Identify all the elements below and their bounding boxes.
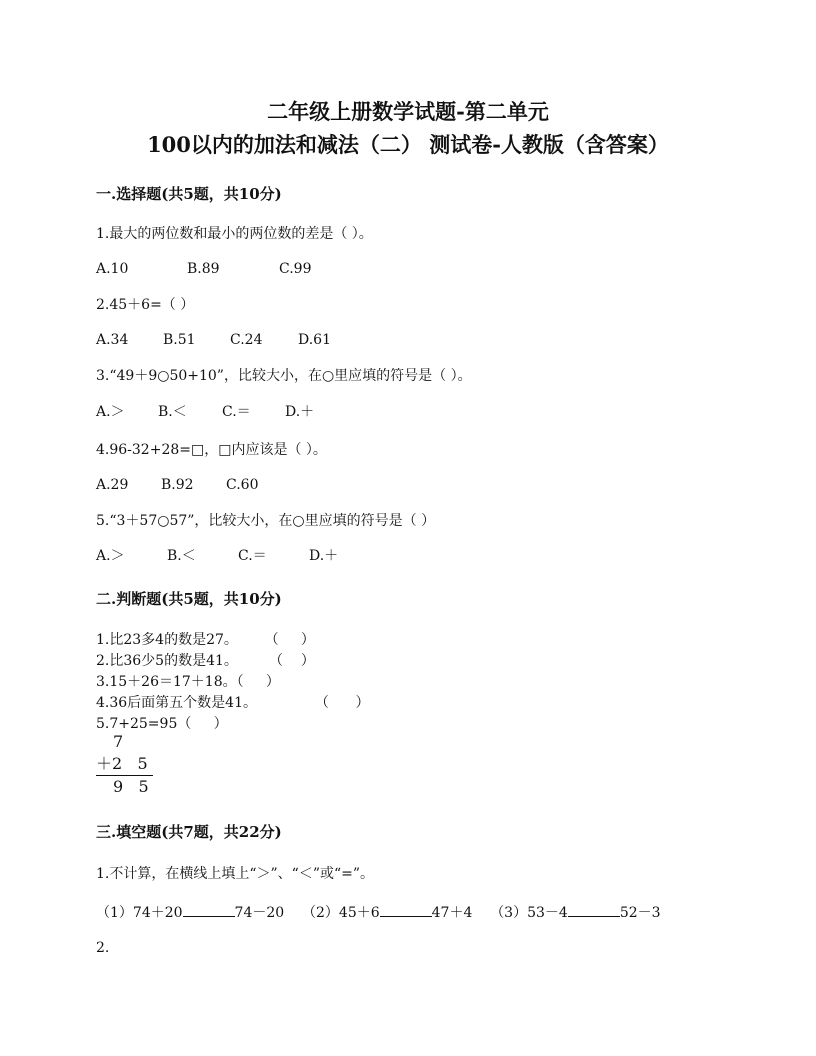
- judge-item-3: 3.15＋26＝17＋18。（ ）: [96, 674, 280, 690]
- judge-item-4: 4.36后面第五个数是41。 （ ）: [96, 695, 370, 711]
- option-1-5-c: C.＝: [238, 548, 267, 564]
- option-1-2-c: C.24: [230, 332, 263, 348]
- question-1-3: 3.“49＋9○50+10”，比较大小，在○里应填的符号是（ ）。: [96, 368, 472, 384]
- judge-item-1: 1.比23多4的数是27。 （ ）: [96, 632, 315, 648]
- question-1-5: 5.“3＋57○57”，比较大小，在○里应填的符号是（ ）: [96, 513, 436, 529]
- fill-1-right: 74－20: [234, 905, 285, 921]
- fill-row: [96, 902, 661, 923]
- option-1-1-c: C.99: [279, 261, 312, 277]
- option-1-5-d: D.＋: [309, 548, 339, 564]
- option-1-3-c: C.＝: [222, 404, 251, 420]
- option-1-4-b: B.92: [161, 477, 194, 493]
- vertical-calc-result: 9 5: [113, 777, 149, 796]
- option-1-5-a: A.＞: [96, 548, 125, 564]
- option-1-2-b: B.51: [163, 332, 196, 348]
- fill-3-blank[interactable]: [568, 902, 620, 917]
- section-3-heading: 三.填空题(共7题，共22分): [96, 823, 282, 841]
- question-1-2: 2.45＋6=（ ）: [96, 297, 195, 313]
- option-1-1-b: B.89: [187, 261, 220, 277]
- title-line-2: 100以内的加法和减法（二） 测试卷-人教版（含答案）: [147, 132, 669, 157]
- judge-item-5: 5.7+25=95（ ）: [96, 716, 228, 732]
- option-1-4-c: C.60: [226, 477, 259, 493]
- option-1-3-d: D.＋: [285, 404, 315, 420]
- option-1-2-d: D.61: [298, 332, 331, 348]
- fill-1-blank[interactable]: [183, 902, 235, 917]
- option-1-3-b: B.＜: [158, 404, 187, 420]
- fill-question-2: 2.: [96, 940, 110, 956]
- option-1-4-a: A.29: [96, 477, 129, 493]
- option-1-2-a: A.34: [96, 332, 129, 348]
- section-1-heading: 一.选择题(共5题，共10分): [96, 185, 282, 203]
- title-line-1: 二年级上册数学试题-第二单元: [267, 99, 549, 124]
- section-2-heading: 二.判断题(共5题，共10分): [96, 590, 282, 608]
- option-1-5-b: B.＜: [167, 548, 196, 564]
- fill-1-left: （1）74＋20: [96, 905, 183, 921]
- fill-3-left: （3）53－4: [490, 905, 568, 921]
- question-1-4: 4.96-32+28=□，□内应该是（ ）。: [96, 442, 327, 458]
- vertical-calc-top: 7: [113, 732, 124, 751]
- judge-item-2: 2.比36少5的数是41。 （ ）: [96, 653, 315, 669]
- option-1-3-a: A.＞: [96, 404, 125, 420]
- fill-2-left: （2）45＋6: [302, 905, 380, 921]
- option-1-1-a: A.10: [96, 261, 129, 277]
- fill-question-1: 1.不计算，在横线上填上“＞”、“＜”或“=”。: [96, 866, 375, 882]
- vertical-calc-middle: ＋2 5: [96, 754, 148, 773]
- fill-2-right: 47＋4: [431, 905, 473, 921]
- fill-2-blank[interactable]: [380, 902, 432, 917]
- fill-3-right: 52－3: [619, 905, 661, 921]
- question-1-1: 1.最大的两位数和最小的两位数的差是（ ）。: [96, 226, 373, 242]
